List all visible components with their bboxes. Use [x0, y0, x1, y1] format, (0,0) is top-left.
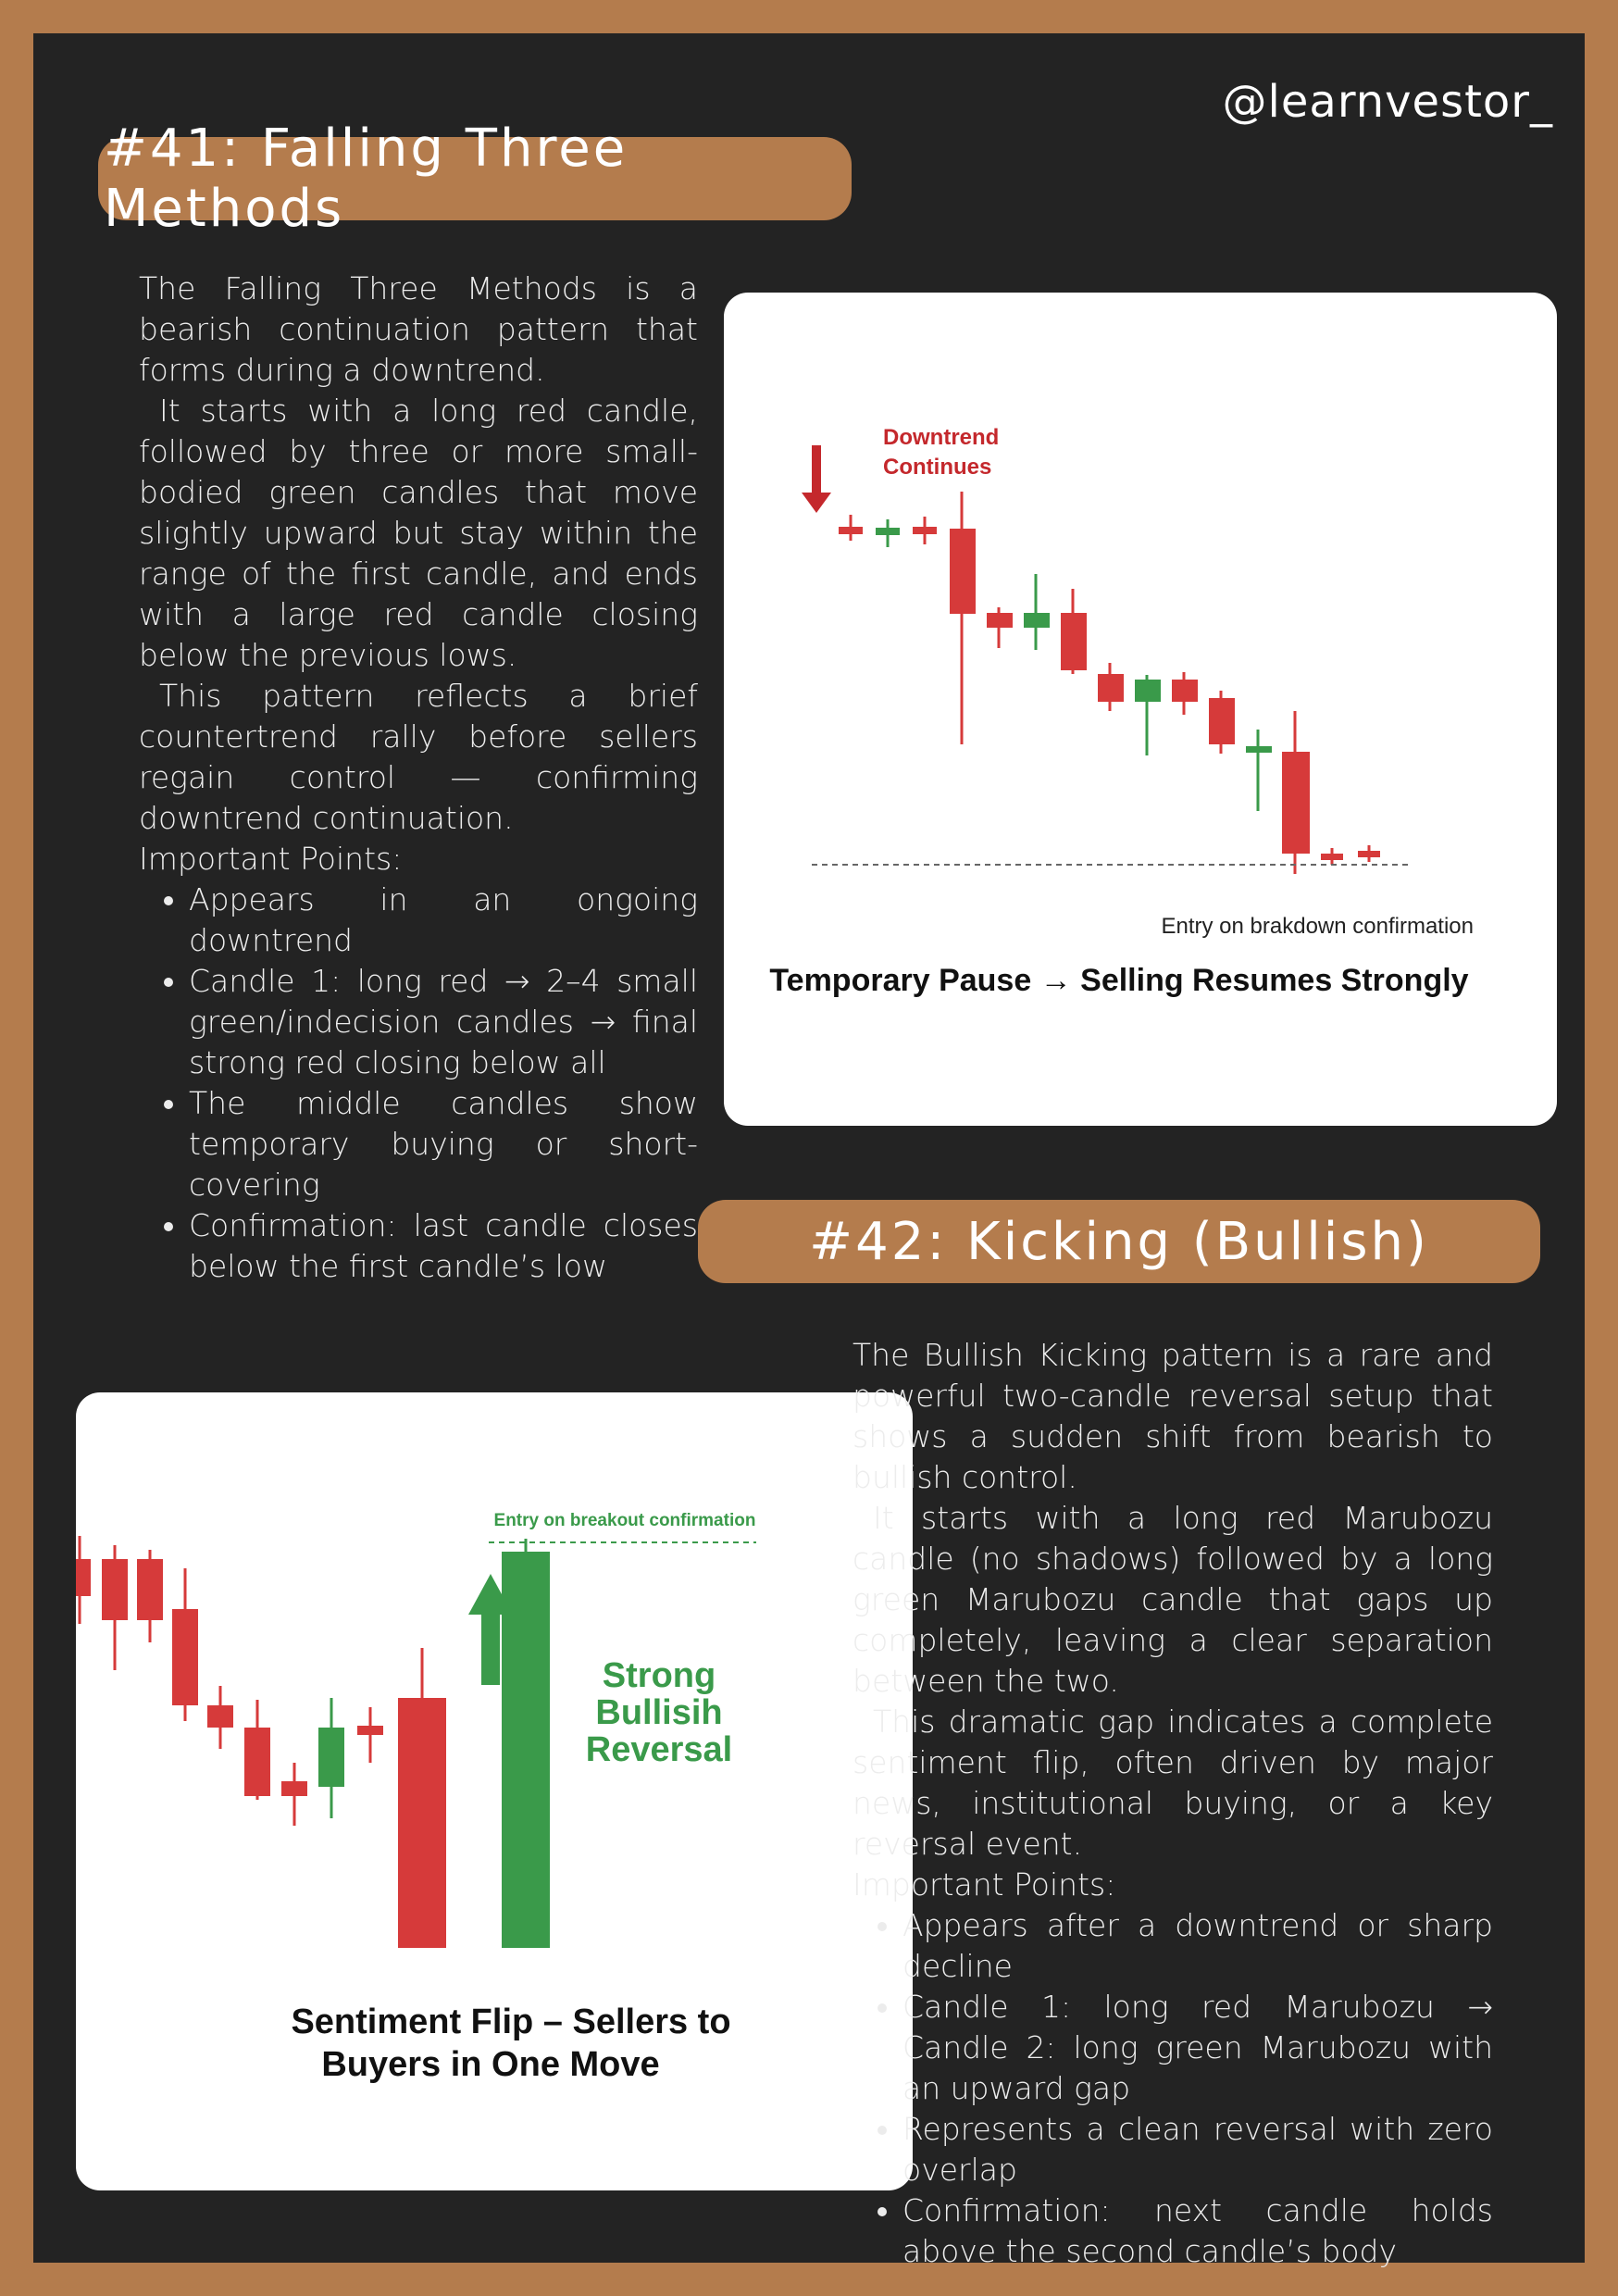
chart-caption-line2: Buyers in One Move	[321, 2045, 660, 2084]
candle	[1246, 730, 1272, 811]
section-41-paragraph: This pattern reflects a brief countertrend rally before sellers regain control — confirming downtrend continuation.	[139, 678, 698, 836]
list-item: • Confirmation: next candle holds above the second candle’s body	[902, 2190, 1493, 2272]
falling-three-methods-chart-card	[724, 293, 1557, 1126]
candle	[102, 1545, 128, 1670]
candle	[913, 517, 937, 544]
candle	[1358, 845, 1380, 862]
falling-three-methods-chart	[724, 293, 1557, 1126]
list-item: • Confirmation: last candle closes below the first candle’s low	[189, 1205, 698, 1287]
candle	[76, 1536, 91, 1624]
candle	[1321, 848, 1343, 865]
list-item: • Candle 1: long red Marubozu → Candle 2: long green Marubozu with an upward gap	[902, 1987, 1493, 2109]
candle	[1098, 663, 1124, 711]
side-label-line1: Strong	[602, 1656, 716, 1695]
entry-label: Entry on breakout confirmation	[493, 1511, 756, 1530]
section-42-points-heading: Important Points:	[853, 1866, 1116, 1903]
downtrend-label-line1: Downtrend	[883, 425, 1000, 450]
side-label-line3: Reversal	[585, 1730, 733, 1769]
bullish-kicking-chart	[76, 1392, 913, 2190]
candle	[876, 519, 900, 547]
section-41-paragraph: The Falling Three Methods is a bearish continuation pattern that forms during a downtrend.	[139, 270, 698, 388]
candle	[318, 1698, 344, 1818]
section-42-paragraph: The Bullish Kicking pattern is a rare and powerful two-candle reversal setup that shows a sudden shift from bearish to bullish control.	[853, 1337, 1493, 1495]
list-item: • Represents a clean reversal with zero overlap	[902, 2109, 1493, 2190]
section-42-paragraph: This dramatic gap indicates a complete sentiment flip, often driven by major news, institutional buying, or a key reversal event.	[853, 1703, 1493, 1862]
section-41-title: #41: Falling Three Methods	[98, 137, 852, 220]
list-item: • Appears in an ongoing downtrend	[189, 880, 698, 961]
author-handle: @learnvestor_	[1222, 76, 1553, 128]
entry-label: Entry on brakdown confirmation	[1161, 914, 1474, 939]
candle	[207, 1686, 233, 1749]
section-41-paragraph: It starts with a long red candle, followed by three or more small-bodied green candles that move slightly upward but stay within the range of the first candle, and ends with a large red candle closing below the previous lows.	[139, 393, 698, 673]
candle	[950, 492, 976, 744]
candle	[502, 1539, 550, 1948]
candle	[172, 1568, 198, 1721]
candle	[1209, 691, 1235, 754]
candle	[357, 1707, 383, 1763]
list-item: • The middle candles show temporary buying or short-covering	[189, 1083, 698, 1205]
candle	[244, 1700, 270, 1800]
bullish-kicking-chart-card	[76, 1392, 913, 2190]
section-41-text	[139, 268, 698, 1287]
section-41-points-heading: Important Points:	[139, 841, 403, 877]
section-42-title: #42: Kicking (Bullish)	[698, 1200, 1540, 1283]
candle	[1172, 672, 1198, 715]
infographic-page	[33, 33, 1585, 2269]
chart-caption-line1: Sentiment Flip – Sellers to	[291, 2003, 731, 2041]
section-42-text	[853, 1335, 1493, 2272]
candle	[1135, 675, 1161, 755]
list-item: • Candle 1: long red → 2–4 small green/indecision candles → final strong red closing below all	[189, 961, 698, 1083]
candle	[1282, 711, 1310, 874]
candle	[281, 1763, 307, 1826]
candle	[137, 1550, 163, 1642]
list-item: • Appears after a downtrend or sharp decline	[902, 1905, 1493, 1987]
candle	[987, 607, 1013, 648]
side-label-line2: Bullisih	[595, 1693, 723, 1732]
chart-caption: Temporary Pause → Selling Resumes Strongly	[769, 963, 1469, 998]
section-42-paragraph: It starts with a long red Marubozu candle (no shadows) followed by a long green Marubozu candle that gaps up completely, leaving a clear separation between the two.	[853, 1500, 1493, 1699]
candle	[398, 1648, 446, 1948]
downtrend-label-line2: Continues	[883, 455, 992, 480]
downtrend-arrow-head-icon	[802, 493, 831, 513]
candle	[1061, 589, 1087, 674]
section-41-points-list	[139, 880, 698, 1287]
candle	[1024, 574, 1050, 650]
bullish-arrow-icon	[481, 1613, 500, 1685]
candle	[839, 515, 863, 541]
section-42-points-list	[853, 1905, 1493, 2272]
